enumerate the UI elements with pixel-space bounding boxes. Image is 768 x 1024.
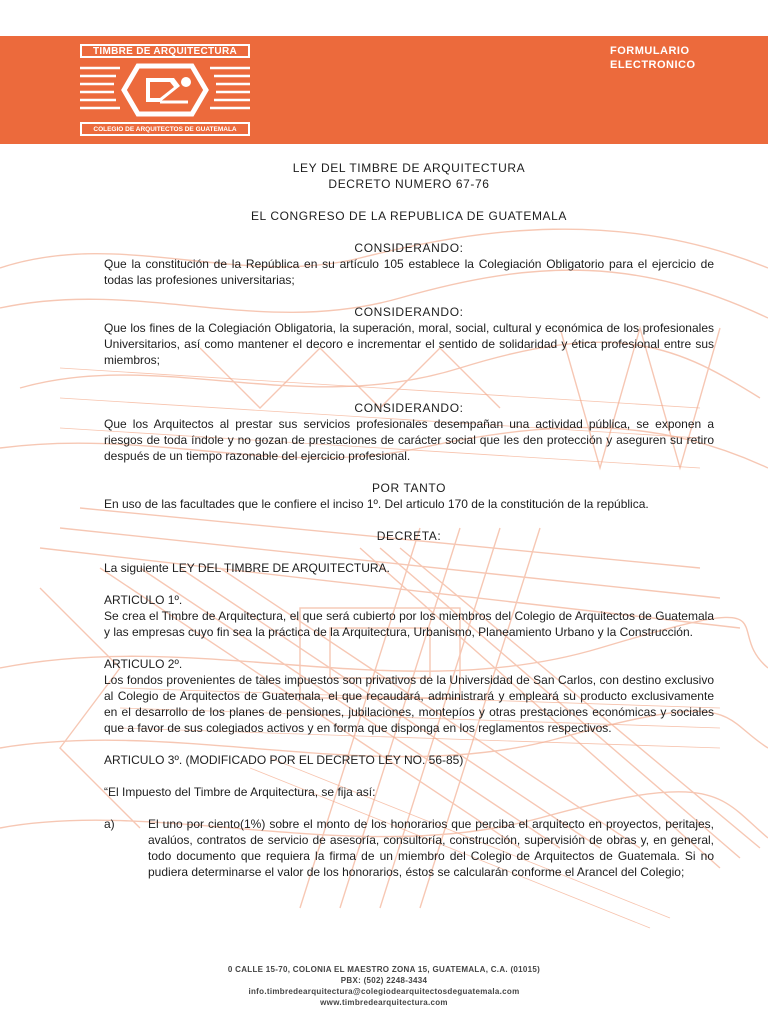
portanto-heading: POR TANTO xyxy=(371,481,447,495)
logo-bottom-label: COLEGIO DE ARQUITECTOS DE GUATEMALA xyxy=(80,122,250,136)
list-item-a-text: El uno por ciento(1%) sobre el monto de los honorarios que perciba el arquitecto en proyectos, peritajes, avalúos, contratos de servicio de asesoría, consultoría, construcción, supervisión de obras y, en general, todo documento que requiera la firma de un miembro del Colegio de Arquitectos de Guatemala. Si no pudiera determinarse el valor de los honorarios, éstos se calcularán conforme el Arancel del Colegio; xyxy=(148,817,714,879)
formulario-electronico-label xyxy=(610,44,720,72)
article-2-text: Los fondos provenientes de tales impuestos son privativos de la Universidad de San Carlos, con destino exclusivo al Colegio de Arquitectos de Guatemala, el que recaudará, administrará y empleará su producto exclusivamente en el desarrollo de los planes de pensiones, jubilaciones, montepíos y otras prestaciones económicas y sociales que a favor de sus colegiados activos y en forma que disponga en los reglamentos respectivos. xyxy=(104,673,714,735)
article-1-text: Se crea el Timbre de Arquitectura, el que será cubierto por los miembros del Colegio de Arquitectos de Guatemala y las empresas cuyo fin sea la práctica de la Arquitectura, Urbanismo, Planeamiento Urbano y la Construcción. xyxy=(104,609,714,639)
considerando-heading-1: CONSIDERANDO: xyxy=(354,241,464,255)
list-item-a-key: a) xyxy=(104,817,115,831)
considerando-text-2: Que los fines de la Colegiación Obligatoria, la superación, moral, social, cultural y económica de los profesionales Universitarios, así como mantener el decoro e incrementar el sentido de solidaridad y ética profesional entre sus miembros; xyxy=(104,321,714,367)
footer-address: 0 CALLE 15-70, COLONIA EL MAESTRO ZONA 15, GUATEMALA, C.A. (01015) xyxy=(227,965,541,974)
portanto-text: En uso de las facultades que le confiere el inciso 1º. Del articulo 170 de la constitución de la república. xyxy=(104,497,649,511)
timbre-logo xyxy=(80,44,250,136)
doc-title-line1: LEY DEL TIMBRE DE ARQUITECTURA xyxy=(292,161,526,175)
footer-website-link[interactable]: www.timbredearquitectura.com xyxy=(320,998,448,1007)
form-label-line2: ELECTRONICO xyxy=(610,59,696,71)
footer-email-link[interactable]: info.timbredearquitectura@colegiodearquitectosdeguatemala.com xyxy=(248,987,520,996)
considerando-text-1: Que la constitución de la República en su artículo 105 establece la Colegiación Obligatorio para el ejercicio de todas las profesiones universitarias; xyxy=(104,257,714,287)
page-footer xyxy=(0,964,768,1008)
decreta-heading: DECRETA: xyxy=(376,529,442,543)
decreta-text: La siguiente LEY DEL TIMBRE DE ARQUITECTURA. xyxy=(104,561,390,575)
article-3-intro: “El Impuesto del Timbre de Arquitectura, se fija así: xyxy=(104,785,376,799)
article-3-heading: ARTICULO 3º. (MODIFICADO POR EL DECRETO LEY NO. 56-85) xyxy=(104,753,464,767)
form-label-line1: FORMULARIO xyxy=(610,45,690,57)
document-body xyxy=(104,160,714,880)
footer-phone: PBX: (502) 2248-3434 xyxy=(340,976,428,985)
logo-top-label: TIMBRE DE ARQUITECTURA xyxy=(80,44,250,58)
considerando-heading-2: CONSIDERANDO: xyxy=(354,305,464,319)
congress-heading: EL CONGRESO DE LA REPUBLICA DE GUATEMALA xyxy=(250,209,568,223)
logo-emblem-icon xyxy=(80,62,250,118)
page-top-margin xyxy=(0,0,768,36)
considerando-heading-3: CONSIDERANDO: xyxy=(354,401,464,415)
doc-title-line2: DECRETO NUMERO 67-76 xyxy=(328,177,490,191)
considerando-text-3: Que los Arquitectos al prestar sus servicios profesionales desempañan una actividad pública, se exponen a riesgos de toda índole y no gozan de prestaciones de carácter social que les den protección y aseguren su retiro después de un tiempo razonable del ejercicio profesional. xyxy=(104,417,714,463)
article-1-heading: ARTICULO 1º. xyxy=(104,593,183,607)
article-2-heading: ARTICULO 2º. xyxy=(104,657,183,671)
list-item-a xyxy=(104,816,714,880)
